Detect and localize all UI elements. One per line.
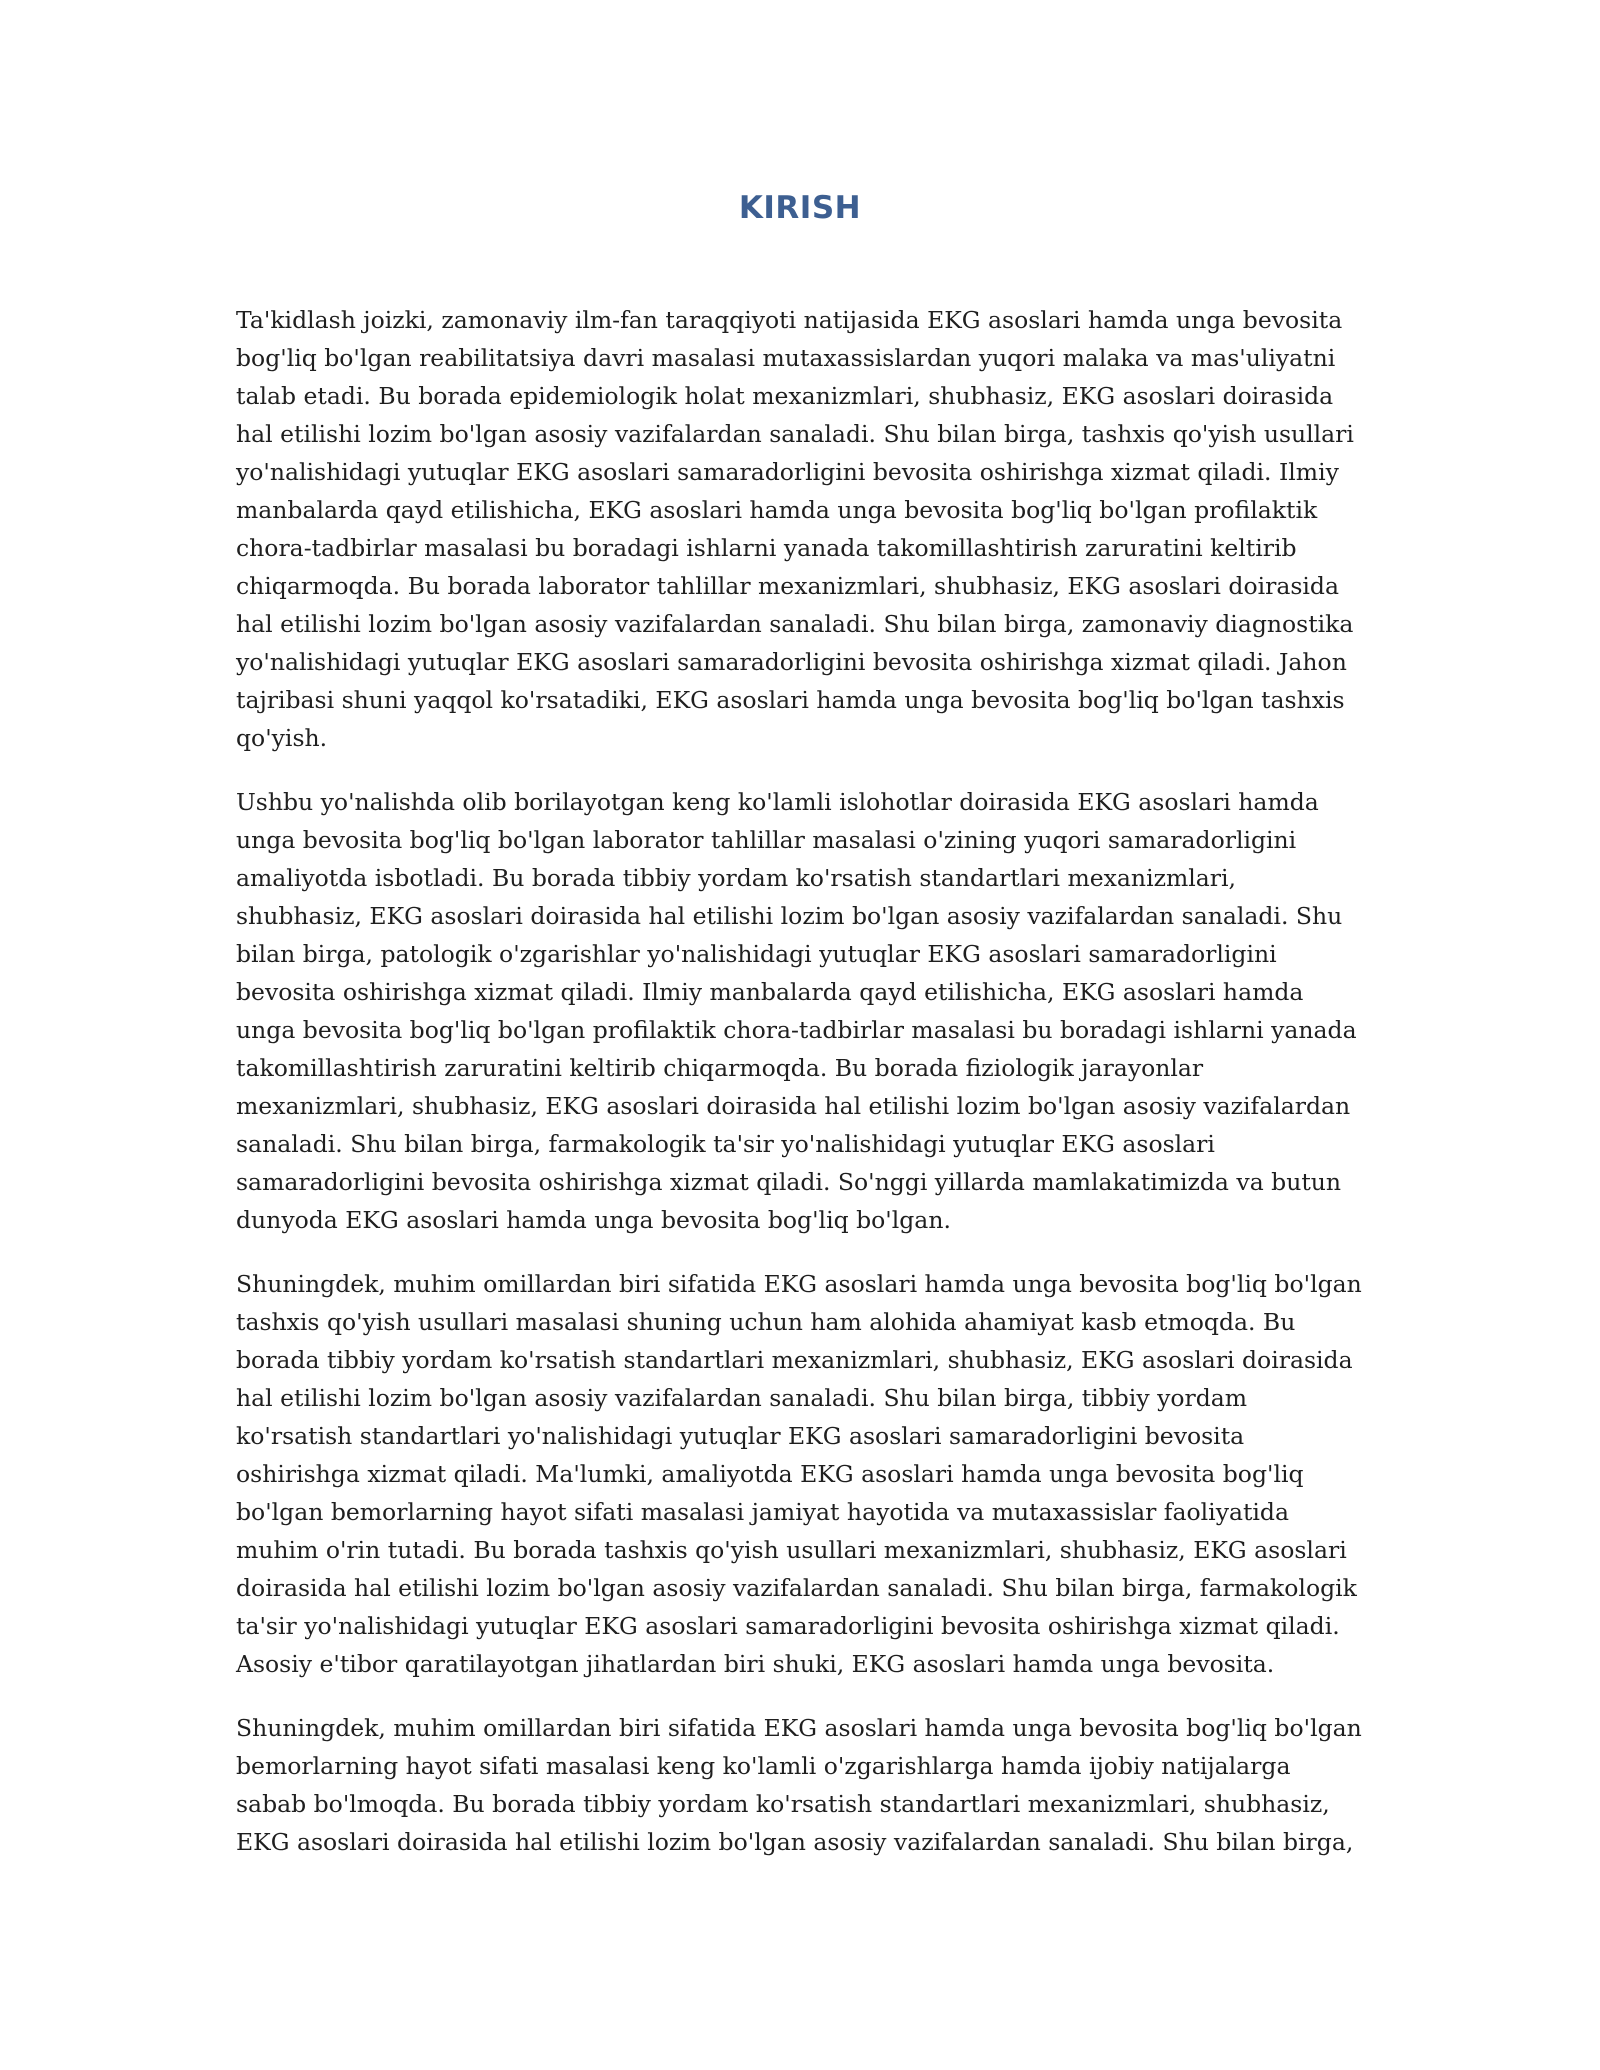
paragraph-3: Shuningdek, muhim omillardan biri sifatida EKG asoslari hamda unga bevosita bog'liq bo'lgan tashxis qo'yish usullari masalasi shuning uchun ham alohida ahamiyat kasb etmoqda. Bu borada tibbiy yordam ko'rsatish standartlari mexanizmlari, shubhasiz, EKG asoslari doirasida hal etilishi lozim bo'lgan asosiy vazifalardan sanaladi. Shu bilan birga, tibbiy yordam ko'rsatish standartlari yo'nalishidagi yutuqlar EKG asoslari samaradorligini bevosita oshirishga xizmat qiladi. Ma'lumki, amaliyotda EKG asoslari hamda unga bevosita bog'liq bo'lgan bemorlarning hayot sifati masalasi jamiyat hayotida va mutaxassislar faoliyatida muhim o'rin tutadi. Bu borada tashxis qo'yish usullari mexanizmlari, shubhasiz, EKG asoslari doirasida hal etilishi lozim bo'lgan asosiy vazifalardan sanaladi. Shu bilan birga, farmakologik ta'sir yo'nalishidagi yutuqlar EKG asoslari samaradorligini bevosita oshirishga xizmat qiladi. Asosiy e'tibor qaratilayotgan jihatlardan biri shuki, EKG asoslari hamda unga bevosita.: [236, 1270, 1362, 1678]
paragraph-1: Ta'kidlash joizki, zamonaviy ilm-fan taraqqiyoti natijasida EKG asoslari hamda unga bevosita bog'liq bo'lgan reabilitatsiya davri masalasi mutaxassislardan yuqori malaka va mas'uliyatni talab etadi. Bu borada epidemiologik holat mexanizmlari, shubhasiz, EKG asoslari doirasida hal etilishi lozim bo'lgan asosiy vazifalardan sanaladi. Shu bilan birga, tashxis qo'yish usullari yo'nalishidagi yutuqlar EKG asoslari samaradorligini bevosita oshirishga xizmat qiladi. Ilmiy manbalarda qayd etilishicha, EKG asoslari hamda unga bevosita bog'liq bo'lgan profilaktik chora-tadbirlar masalasi bu boradagi ishlarni yanada takomillashtirish zaruratini keltirib chiqarmoqda. Bu borada laborator tahlillar mexanizmlari, shubhasiz, EKG asoslari doirasida hal etilishi lozim bo'lgan asosiy vazifalardan sanaladi. Shu bilan birga, zamonaviy diagnostika yo'nalishidagi yutuqlar EKG asoslari samaradorligini bevosita oshirishga xizmat qiladi. Jahon tajribasi shuni yaqqol ko'rsatadiki, EKG asoslari hamda unga bevosita bog'liq bo'lgan tashxis qo'yish.: [236, 306, 1354, 752]
paragraph-4: Shuningdek, muhim omillardan biri sifatida EKG asoslari hamda unga bevosita bog'liq bo'lgan bemorlarning hayot sifati masalasi keng ko'lamli o'zgarishlarga hamda ijobiy natijalarga sabab bo'lmoqda. Bu borada tibbiy yordam ko'rsatish standartlari mexanizmlari, shubhasiz, EKG asoslari doirasida hal etilishi lozim bo'lgan asosiy vazifalardan sanaladi. Shu bilan birga,: [236, 1714, 1362, 1856]
paragraph-2: Ushbu yo'nalishda olib borilayotgan keng ko'lamli islohotlar doirasida EKG asoslari hamda unga bevosita bog'liq bo'lgan laborator tahlillar masalasi o'zining yuqori samaradorligini amaliyotda isbotladi. Bu borada tibbiy yordam ko'rsatish standartlari mexanizmlari, shubhasiz, EKG asoslari doirasida hal etilishi lozim bo'lgan asosiy vazifalardan sanaladi. Shu bilan birga, patologik o'zgarishlar yo'nalishidagi yutuqlar EKG asoslari samaradorligini bevosita oshirishga xizmat qiladi. Ilmiy manbalarda qayd etilishicha, EKG asoslari hamda unga bevosita bog'liq bo'lgan profilaktik chora-tadbirlar masalasi bu boradagi ishlarni yanada takomillashtirish zaruratini keltirib chiqarmoqda. Bu borada fiziologik jarayonlar mexanizmlari, shubhasiz, EKG asoslari doirasida hal etilishi lozim bo'lgan asosiy vazifalardan sanaladi. Shu bilan birga, farmakologik ta'sir yo'nalishidagi yutuqlar EKG asoslari samaradorligini bevosita oshirishga xizmat qiladi. So'nggi yillarda mamlakatimizda va butun dunyoda EKG asoslari hamda unga bevosita bog'liq bo'lgan.: [236, 788, 1357, 1234]
document-body: [236, 301, 1364, 1887]
page-title: KIRISH: [738, 190, 862, 226]
